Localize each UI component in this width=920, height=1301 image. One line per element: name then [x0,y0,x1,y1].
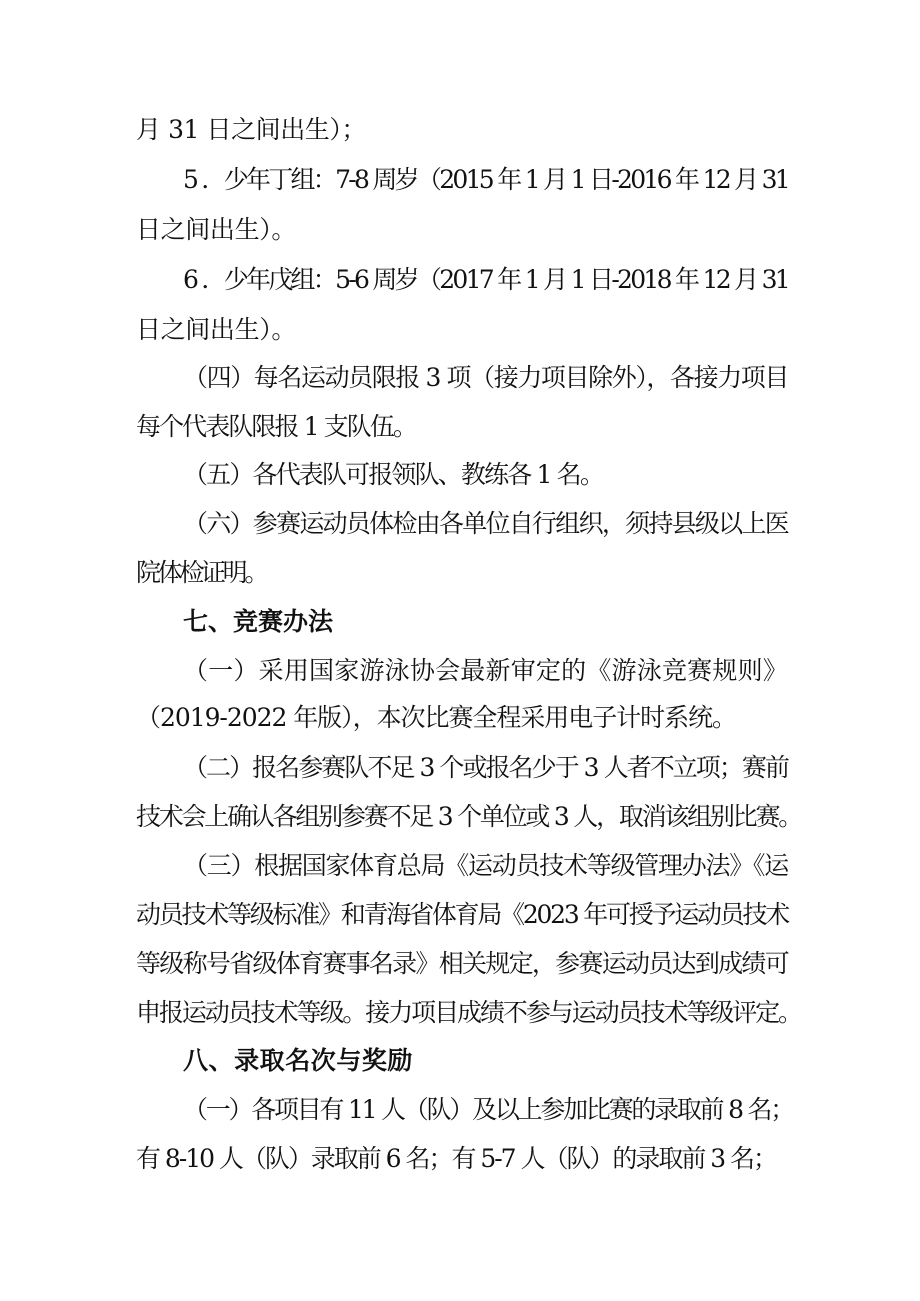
text-line: （一）采用国家游泳协会最新审定的《游泳竞赛规则》 [183,656,788,685]
text-line: 6 ．少年戊组：5-6 周岁（2017 年 1 月 1 日-2018 年 12 月 31 [183,265,788,294]
text-line: 有 8-10 人（队）录取前 6 名；有 5-7 人（队）的录取前 3 名； [136,1144,776,1173]
text-line: （五）各代表队可报领队、教练各 1 名。 [183,460,603,489]
text-line: 技术会上确认各组别参赛不足 3 个单位或 3 人，取消该组别比赛。 [136,802,801,831]
section-heading: 八、录取名次与奖励 [183,1046,413,1075]
text-line: （三）根据国家体育总局《运动员技术等级管理办法》《运 [183,851,788,880]
text-line: （2019-2022 年版），本次比赛全程采用电子计时系统。 [136,703,736,732]
section-heading: 七、竞赛办法 [183,607,333,636]
text-line: 动员技术等级标准》和青海省体育局《2023 年可授予运动员技术 [136,900,788,929]
text-line: 日之间出生）。 [136,215,296,244]
text-line: 日之间出生）。 [136,315,296,344]
text-line: 月 31 日之间出生）； [136,115,366,144]
text-line: （二）报名参赛队不足 3 个或报名少于 3 人者不立项；赛前 [183,753,788,782]
text-line: 等级称号省级体育赛事名录》相关规定，参赛运动员达到成绩可 [136,949,788,978]
text-line: 5 ．少年丁组：7-8 周岁（2015 年 1 月 1 日-2016 年 12 月 31 [183,165,788,194]
text-line: 院体检证明。 [136,558,266,587]
text-line: 申报运动员技术等级。接力项目成绩不参与运动员技术等级评定。 [136,998,801,1027]
text-line: 每个代表队限报 1 支队伍。 [136,412,416,441]
text-line: （一）各项目有 11 人（队）及以上参加比赛的录取前 8 名； [183,1095,793,1124]
text-line: （四）每名运动员限报 3 项（接力项目除外），各接力项目 [183,363,788,392]
text-line: （六）参赛运动员体检由各单位自行组织，须持县级以上医 [183,509,788,538]
